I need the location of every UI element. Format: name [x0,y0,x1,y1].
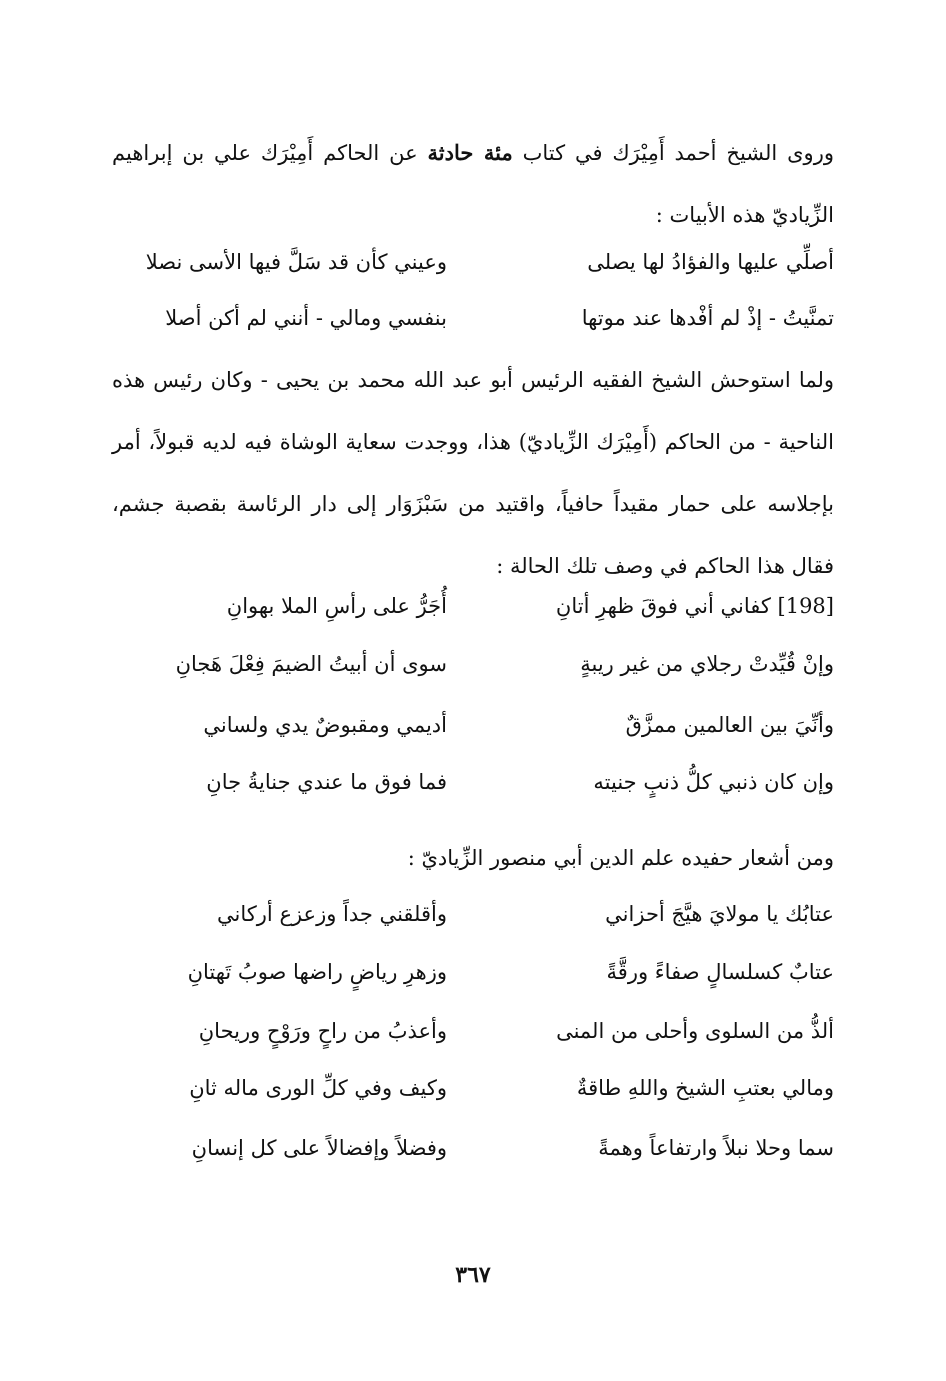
poem3-verse-4 [112,1060,834,1116]
poem2-verse-1-first-hemistich: [198] كفاني أني فوقَ ظهرِ أتانِ [555,594,834,618]
poem3-verse-3-second-hemistich: وأعذبُ من راحٍ ورَوْحٍ وريحانِ [198,1019,447,1043]
poem3-verse-5-first-hemistich: سما وحلا نبلاً وارتفاعاً وهمةً [598,1136,834,1160]
poem2-verse-2-first-hemistich: وإنْ قُيِّدتْ رجلاي من غير ريبةٍ [580,652,834,676]
poem1-verse-2-first-hemistich: تمنَّيتُ - إذْ لم أفْدها عند موتها [581,306,834,330]
poem1-verse-2 [112,290,834,346]
poem3-verse-2-first-hemistich: عتابٌ كسلسالٍ صفاءً ورقَّةً [606,960,834,984]
poem2-verse-4-first-hemistich: وإن كان ذنبي كلُّ ذنبٍ جنيته [593,770,834,794]
intro-text-before: وروى الشيخ أحمد أَمِيْرَك في كتاب [512,141,834,165]
intro-text-after: عن الحاكم أَمِيْرَك علي بن إبراهيم الزِّياديّ هذه الأبيات : [112,141,834,227]
poem3-verse-1-second-hemistich: وأقلقني جداً وزعزع أركاني [217,902,447,926]
poem2-verse-2 [112,636,834,692]
poem2-verse-3 [112,697,834,753]
poem1-verse-2-second-hemistich: بنفسي ومالي - أنني لم أكن أصلا [165,306,447,330]
page-number: ٣٦٧ [455,1262,491,1288]
poem2-verse-1 [112,578,834,634]
poem3-verse-2-second-hemistich: وزهرِ رياضٍ راضها صوبُ تَهتانِ [187,960,447,984]
poem2-verse-4-second-hemistich: فما فوق ما عندي جنايةُ جانِ [206,770,447,794]
poem1-verse-1-first-hemistich: أصلِّي عليها والفؤادُ لها يصلى [587,250,834,274]
poem2-verse-1-second-hemistich: أُجَرُّ على رأسِ الملا بهوانِ [226,594,447,618]
poem3-verse-3-first-hemistich: ألذُّ من السلوى وأحلى من المنى [556,1019,834,1043]
poem2-verse-2-second-hemistich: سوى أن أبيتُ الضيمَ فِعْلَ هَجانِ [175,652,447,676]
poem3-verse-3 [112,1003,834,1059]
poem3-verse-2 [112,944,834,1000]
poem1-verse-1 [112,234,834,290]
poem3-verse-1 [112,886,834,942]
poems-intro-paragraph: ومن أشعار حفيده علم الدين أبي منصور الزِّياديّ : [407,846,834,870]
poem2-verse-3-second-hemistich: أديمي ومقبوضٌ يدي ولساني [203,713,447,737]
poem2-verse-3-first-hemistich: وأنِّيَ بين العالمين ممزَّقٌ [625,713,834,737]
poem3-verse-4-first-hemistich: ومالي بعتبِ الشيخ واللهِ طاقةٌ [576,1076,834,1100]
intro-paragraph [112,122,834,246]
poem3-verse-4-second-hemistich: وكيف وفي كلِّ الورى ماله ثانِ [189,1076,447,1100]
poem3-verse-5-second-hemistich: وفضلاً وإفضالاً على كل إنسانِ [191,1136,447,1160]
poem2-verse-4 [112,754,834,810]
narrative-paragraph: ولما استوحش الشيخ الفقيه الرئيس أبو عبد الله محمد بن يحيى - وكان رئيس هذه الناحية - من الحاكم (أَمِيْرَك الزِّياديّ) هذا، ووجدت سعاية الوشاة فيه لديه قبولاً، أمر بإجلاسه على حمار مقيداً حافياً، واقتيد من سَبْزَوَار إلى دار الرئاسة بقصبة جشم، فقال هذا الحاكم في وصف تلك الحالة : [112,368,834,578]
poem1-verse-1-second-hemistich: وعيني كأن قد سَلَّ فيها الأسى نصلا [145,250,447,274]
poem3-verse-1-first-hemistich: عتابُك يا مولايَ هيَّجَ أحزاني [605,902,834,926]
poem3-verse-5 [112,1120,834,1176]
book-title: مئة حادثة [427,140,513,165]
